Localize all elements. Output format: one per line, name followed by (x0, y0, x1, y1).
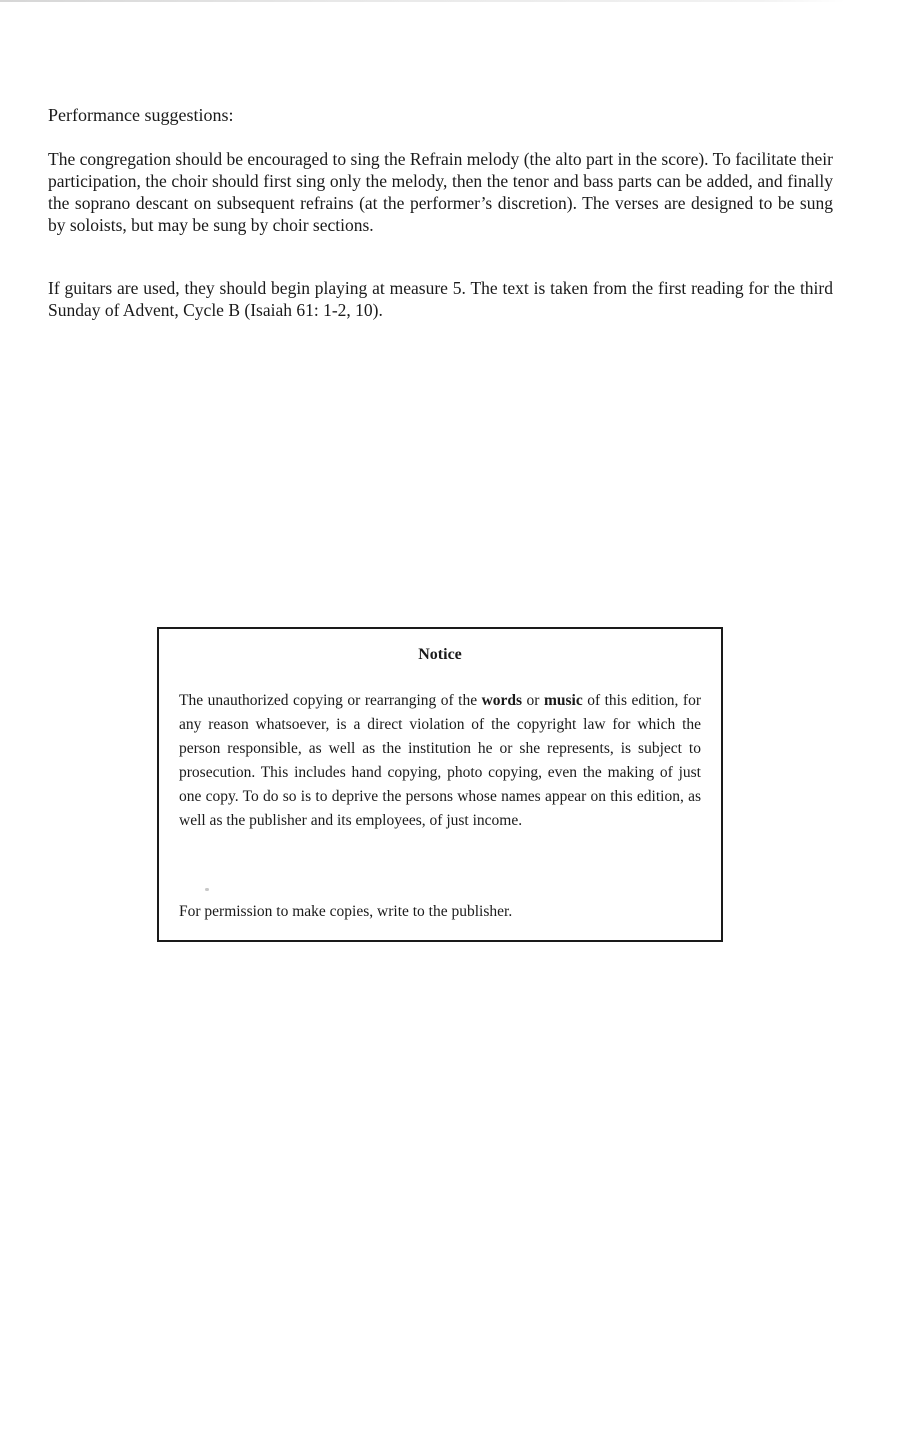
performance-paragraph-1: The congregation should be encouraged to sing the Refrain melody (the alto part in the score). To facilitate their participation, the choir should first sing only the melody, then the tenor and bass parts can be added, and finally the soprano descant on subsequent refrains (at the performer’s discretion). The verses are designed to be sung by soloists, but may be sung by choir sections. (48, 149, 833, 235)
notice-body-text-1: The unauthorized copying or rearranging of the (179, 692, 482, 709)
notice-body-text-2: of this edition, for any reason whatsoever, is a direct violation of the copyright law for which the person responsible, as well as the institution he or she represents, is subject to prosecution. This includes hand copying, photo copying, even the making of just one copy. To do so is to deprive the persons whose names appear on this edition, as well as the publisher and its employees, of just income. (179, 692, 701, 829)
performance-paragraph-2: If guitars are used, they should begin playing at measure 5. The text is taken from the first reading for the third Sunday of Advent, Cycle B (Isaiah 61: 1-2, 10). (48, 278, 833, 320)
notice-footer: For permission to make copies, write to the publisher. (179, 903, 513, 920)
notice-box (157, 627, 723, 942)
notice-connector: or (522, 692, 544, 709)
notice-body (179, 689, 701, 833)
notice-bold-words: words (481, 692, 523, 709)
performance-heading: Performance suggestions: (48, 105, 234, 125)
scan-top-edge (0, 0, 845, 2)
notice-title: Notice (418, 646, 462, 663)
scan-speck (205, 888, 209, 891)
notice-bold-music: music (543, 692, 583, 709)
